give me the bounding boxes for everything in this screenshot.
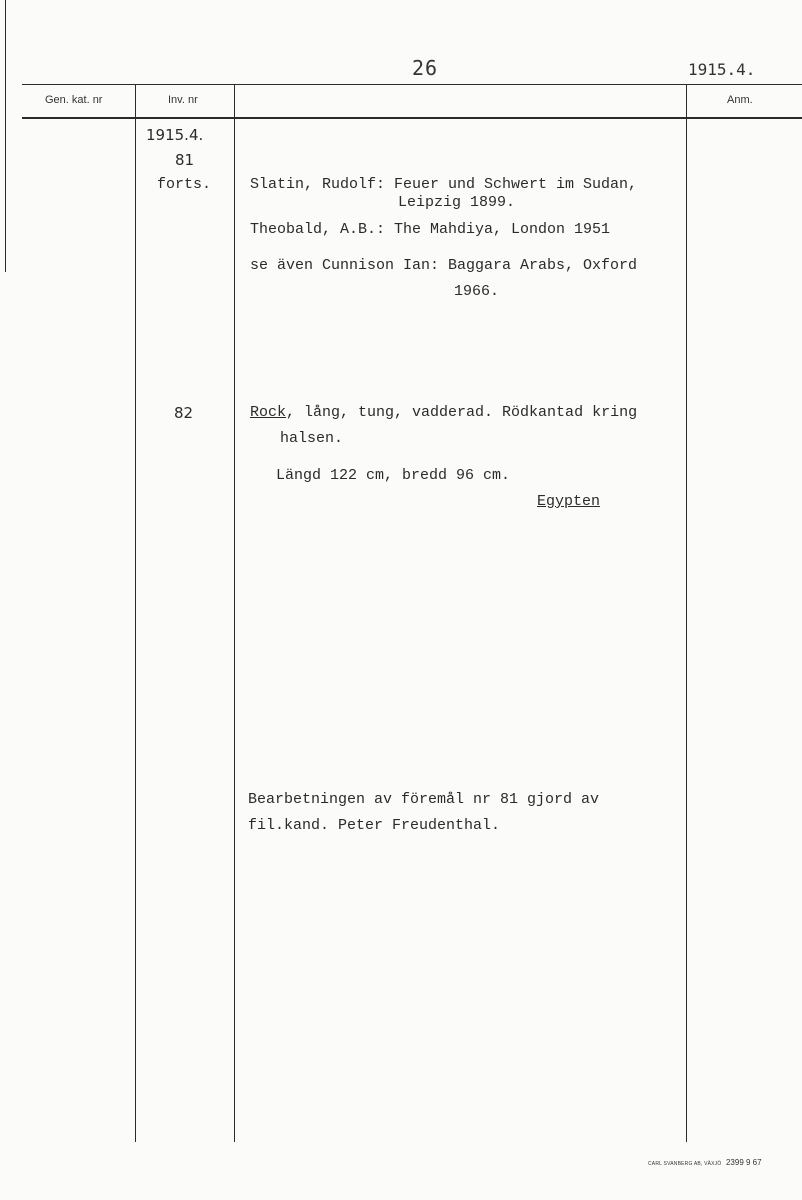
inv-item-81: 81 <box>175 151 195 169</box>
entry-82-line-1 <box>250 404 637 421</box>
entry-81-line-3: Theobald, A.B.: The Mahdiya, London 1951 <box>250 221 611 238</box>
entry-82-origin: Egypten <box>537 493 601 510</box>
processing-note-line-1: Bearbetningen av föremål nr 81 gjord av <box>248 791 600 808</box>
column-header-anm: Anm. <box>727 94 753 106</box>
inv-catalog-number: 1915.4. <box>146 126 204 144</box>
entry-82-description: , lång, tung, vadderad. Rödkantad kring <box>286 404 638 421</box>
column-divider-3 <box>686 84 687 1142</box>
processing-note-line-2: fil.kand. Peter Freudenthal. <box>248 817 501 834</box>
entry-81-line-4: se även Cunnison Ian: Baggara Arabs, Oxford <box>250 257 638 274</box>
entry-81-line-2: Leipzig 1899. <box>398 194 516 211</box>
inv-continued: forts. <box>157 176 212 193</box>
entry-81-line-1: Slatin, Rudolf: Feuer und Schwert im Sudan, <box>250 176 638 193</box>
entry-82-line-2: halsen. <box>280 430 344 447</box>
column-divider-1 <box>135 84 136 1142</box>
entry-82-object-word: Rock <box>250 404 287 421</box>
page-number: 26 <box>412 56 439 80</box>
column-divider-2 <box>234 84 235 1142</box>
entry-81-line-5: 1966. <box>454 283 500 300</box>
header-top-rule <box>22 84 802 85</box>
column-header-inv-nr: Inv. nr <box>168 94 198 106</box>
printer-imprint <box>648 1158 762 1167</box>
inv-item-82: 82 <box>174 404 194 422</box>
header-bottom-rule <box>22 117 802 119</box>
form-number: 2399 9 67 <box>725 1158 762 1167</box>
entry-82-measurements: Längd 122 cm, bredd 96 cm. <box>276 467 511 484</box>
left-margin-line <box>5 0 6 272</box>
column-header-gen-kat-nr: Gen. kat. nr <box>45 94 103 106</box>
catalog-reference: 1915.4. <box>688 60 756 79</box>
printer-name: CARL SVANBERG AB, VÄXJÖ <box>648 1161 722 1167</box>
